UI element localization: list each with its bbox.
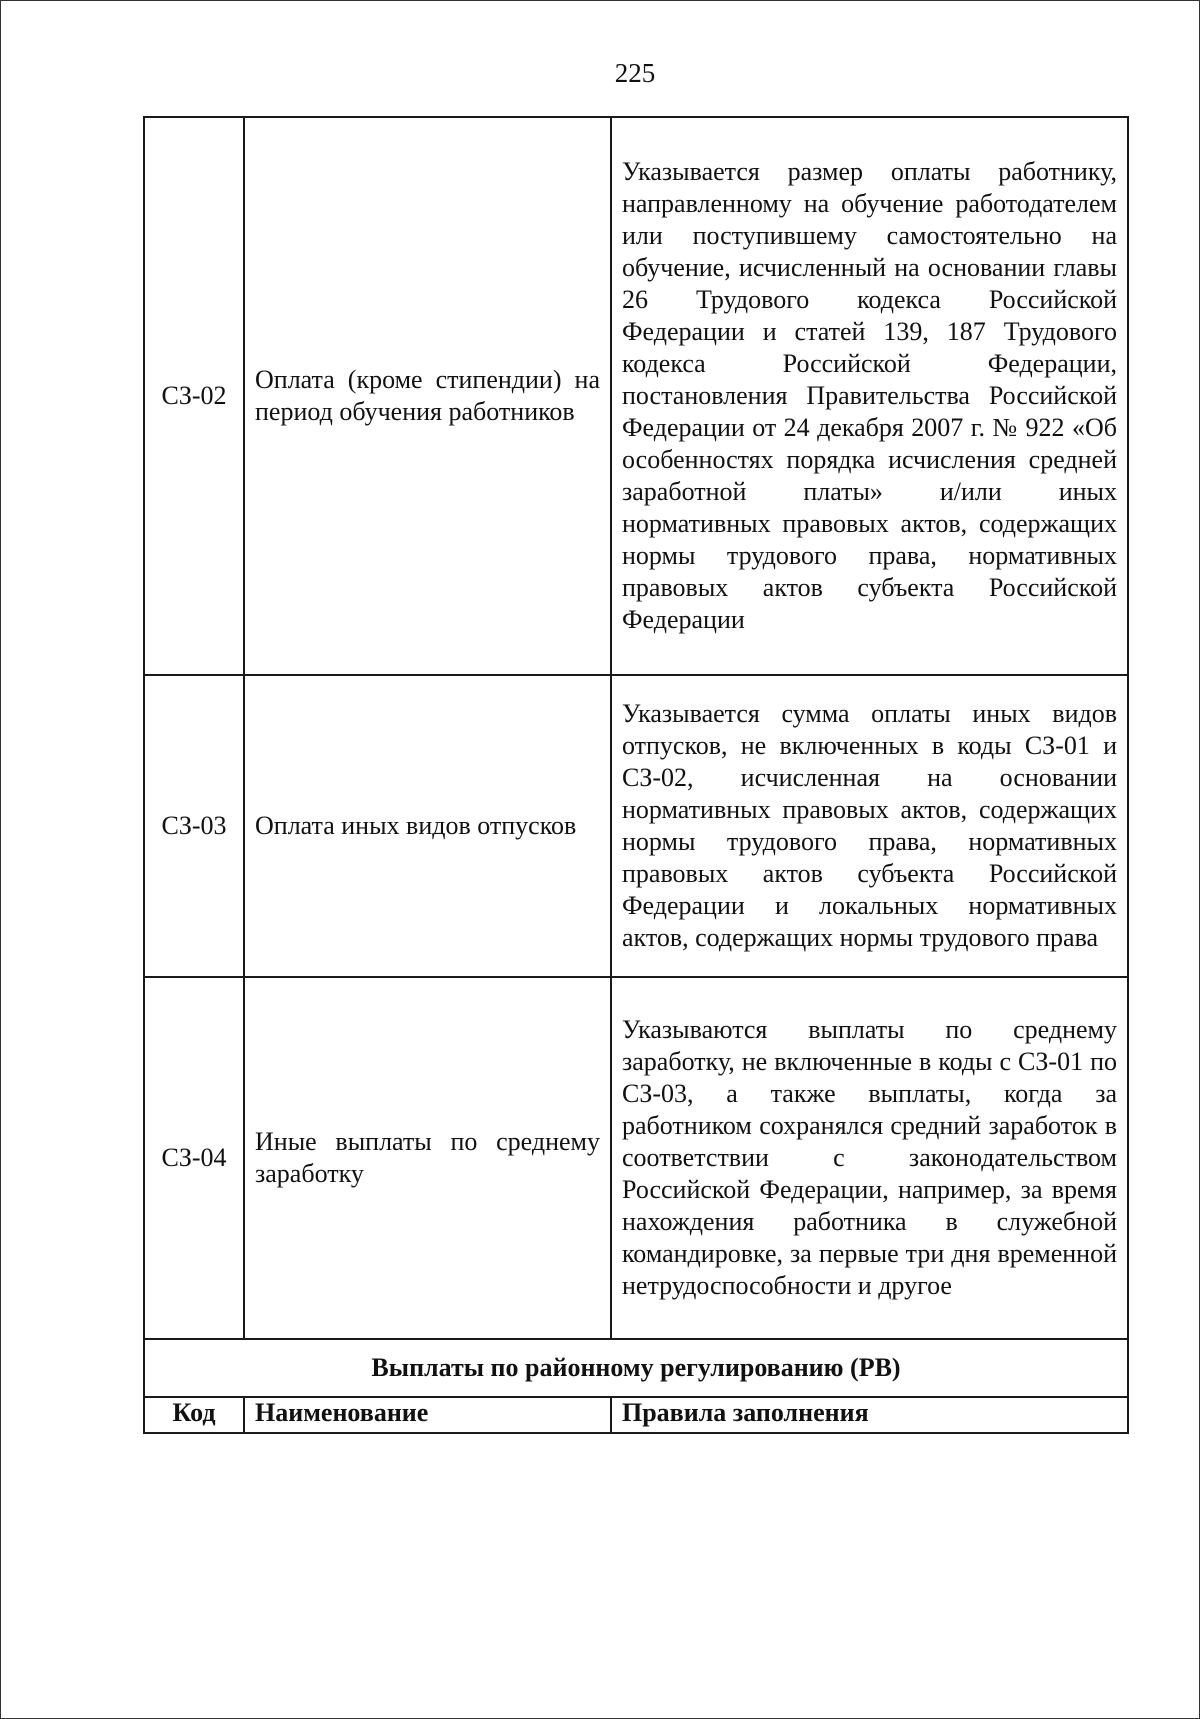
rule-cell: Указывается размер оплаты работнику, направленному на обучение работодателем или поступившему самостоятельно на обучение, исчисленный на основании главы 26 Трудового кодекса Российской Федерации и статей 139, 187 Трудового кодекса Российской Федерации, постановления Правительства Российской Федерации от 24 декабря 2007 г. № 922 «Об особенностях порядка исчисления средней заработной платы» и/или иных нормативных правовых актов, содержащих нормы трудового права, нормативных правовых актов субъекта Российской Федерации: [611, 117, 1128, 675]
name-cell: Иные выплаты по среднему заработку: [244, 977, 611, 1339]
table-row: [144, 675, 1128, 977]
header-code: Код: [144, 1397, 244, 1433]
name-cell: Оплата (кроме стипендии) на период обучения работников: [244, 117, 611, 675]
header-rule: Правила заполнения: [611, 1397, 1128, 1433]
payments-table: [143, 116, 1129, 1434]
table-row: [144, 117, 1128, 675]
rule-cell: Указывается сумма оплаты иных видов отпусков, не включенных в коды СЗ-01 и СЗ-02, исчисленная на основании нормативных правовых актов, содержащих нормы трудового права, нормативных правовых актов субъекта Российской Федерации и локальных нормативных актов, содержащих нормы трудового права: [611, 675, 1128, 977]
table-row: [144, 977, 1128, 1339]
name-cell: Оплата иных видов отпусков: [244, 675, 611, 977]
column-header-row: [144, 1397, 1128, 1433]
rule-cell: Указываются выплаты по среднему заработку, не включенные в коды с СЗ-01 по СЗ-03, а также выплаты, когда за работником сохранялся средний заработок в соответствии с законодательством Российской Федерации, например, за время нахождения работника в служебной командировке, за первые три дня временной нетрудоспособности и другое: [611, 977, 1128, 1339]
code-cell: СЗ-04: [144, 977, 244, 1339]
code-cell: СЗ-03: [144, 675, 244, 977]
page-number: 225: [614, 58, 656, 88]
section-heading: Выплаты по районному регулированию (РВ): [144, 1339, 1128, 1397]
section-heading-row: [144, 1339, 1128, 1397]
code-cell: СЗ-02: [144, 117, 244, 675]
header-name: Наименование: [244, 1397, 611, 1433]
